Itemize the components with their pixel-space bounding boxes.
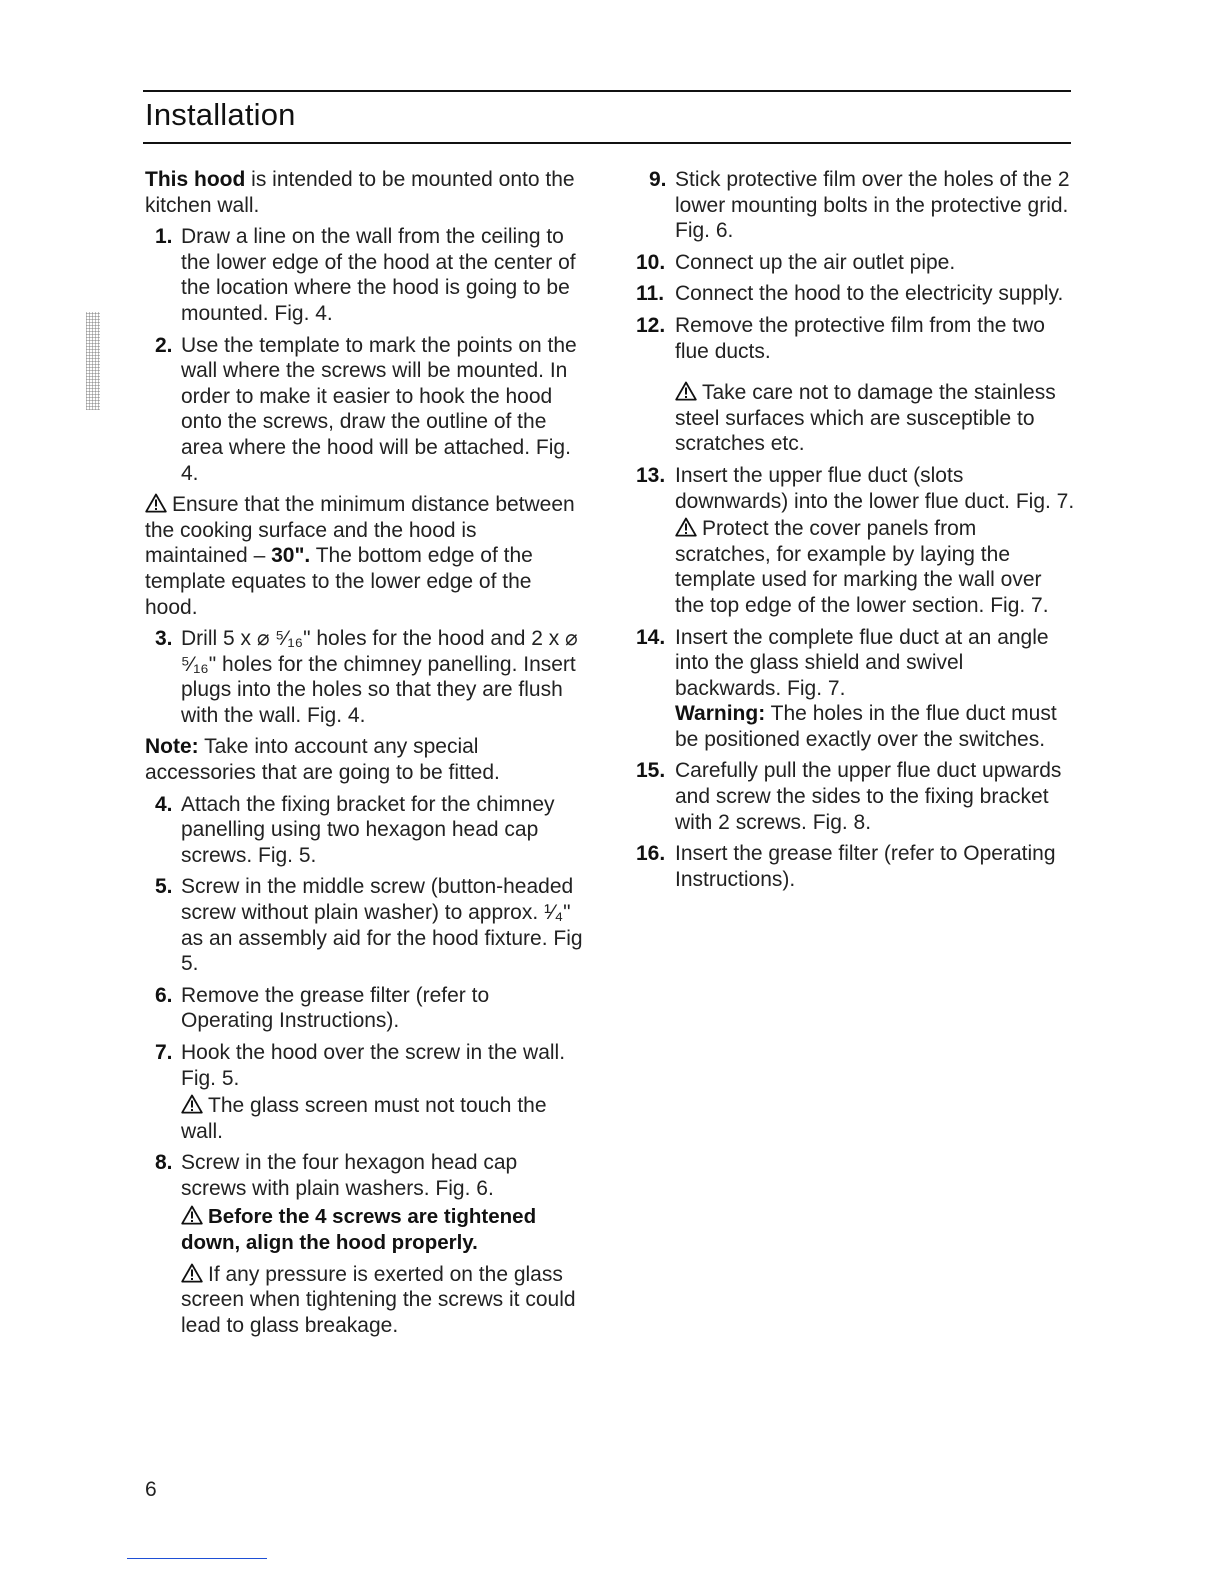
step-text: Insert the grease filter (refer to Operating Instructions). [675,842,1056,891]
step-number: 3. [155,627,173,651]
step-text: Screw in the middle screw (button-headed screw without plain washer) to approx. ¹⁄₄" as an assembly aid for the hood fixture. Fig 5. [181,875,583,976]
step-9 [645,167,1075,244]
warning-text: Take care not to damage the stainless steel surfaces which are susceptible to scratches etc. [675,381,1056,456]
step-6 [145,983,585,1034]
step-text: Attach the fixing bracket for the chimney panelling using two hexagon head cap screws. Fig. 5. [181,792,555,867]
warning-text-rest: The bottom edge of the template equates to the lower edge of the hood. [145,544,533,619]
step-number: 12. [636,313,666,337]
warning-triangle-icon [181,1205,203,1225]
warning-stainless-steel [675,380,1075,457]
page-number: 6 [145,1478,157,1501]
step-8 [145,1150,585,1338]
note-text: Take into account any special accessories that are going to be fitted. [145,735,500,785]
step-number: 2. [155,333,173,357]
warning-text: If any pressure is exerted on the glass screen when tightening the screws it could lead to glass breakage. [181,1262,576,1337]
warning-triangle-icon [675,517,697,537]
step-text: Remove the grease filter (refer to Operating Instructions). [181,983,490,1033]
step-11 [636,281,1075,307]
step-number: 10. [636,250,666,274]
warning-text: The glass screen must not touch the wall. [181,1094,547,1143]
warning-glass-wall [181,1093,585,1144]
step-7 [145,1040,585,1144]
step-number: 14. [636,625,666,649]
step-text: Insert the complete flue duct at an angle into the glass shield and swivel backwards. Fig. 7. [675,625,1049,700]
step-text: Use the template to mark the points on the wall where the screws will be mounted. In order to make it easier to hook the hood onto the screws, draw the outline of the area where the hood will be attached. Fig. 4. [181,333,577,485]
warning-align-hood [181,1204,585,1256]
step-number: 6. [155,983,173,1007]
warning-label: Warning: [675,702,766,726]
step-text: Screw in the four hexagon head cap screws with plain washers. Fig. 6. [181,1151,518,1200]
top-rule [143,90,1071,92]
step-number: 9. [649,168,667,191]
step-number: 1. [155,225,173,249]
step-number: 15. [636,759,666,783]
step-16 [636,841,1075,892]
step-number: 13. [636,463,666,487]
step-10 [636,250,1075,276]
step-15 [636,758,1075,835]
warning-triangle-icon [181,1094,203,1114]
footer-link-underline [127,1558,267,1559]
step-text: Drill 5 x ⌀ ⁵⁄₁₆" holes for the hood and 2 x ⌀ ⁵⁄₁₆" holes for the chimney panelling. Insert plugs into the holes so that they are flush with the wall. Fig. 4. [181,627,578,727]
intro-bold: This hood [145,168,246,191]
step-12 [636,313,1075,457]
step-number: 8. [155,1151,173,1175]
step-5 [145,874,585,976]
note-paragraph [145,734,585,785]
warning-text: Ensure that the minimum distance between the cooking surface and the hood is maintained – [145,493,575,568]
right-column [636,167,1075,898]
warning-glass-breakage [181,1262,585,1339]
warning-text: Protect the cover panels from scratches, for example by laying the template used for marking the wall over the top edge of the lower section. Fig. 7. [675,517,1049,617]
warning-triangle-icon [145,493,167,513]
step-14 [636,625,1075,753]
warning-distance [145,492,585,620]
step-text: Carefully pull the upper flue duct upwards and screw the sides to the fixing bracket with 2 screws. Fig. 8. [675,759,1062,834]
intro-text: is intended to be mounted onto the kitchen wall. [145,168,575,217]
step-3 [145,626,585,728]
step-text: Remove the protective film from the two flue ducts. [675,313,1045,363]
intro-paragraph [145,167,585,218]
warning-text: The holes in the flue duct must be positioned exactly over the switches. [675,702,1057,751]
step-text: Hook the hood over the screw in the wall. Fig. 5. [181,1041,566,1090]
step-text: Insert the upper flue duct (slots downwards) into the lower flue duct. Fig. 7. [675,463,1075,513]
step-text: Connect the hood to the electricity supply. [675,282,1064,306]
step-number: 4. [155,792,173,816]
step-number: 16. [636,842,666,866]
warning-cover-panels [675,516,1075,618]
note-label: Note: [145,735,199,759]
warning-bold: 30". [271,544,311,568]
step-number: 7. [155,1041,173,1064]
warning-flue-holes [675,701,1075,752]
title-underline [143,142,1071,144]
warning-text: Before the 4 screws are tightened down, align the hood properly. [181,1204,537,1254]
step-13 [636,463,1075,619]
step-4 [145,792,585,869]
warning-triangle-icon [181,1263,203,1283]
step-number: 5. [155,875,173,899]
side-tab-marker [86,312,100,410]
left-column [145,167,585,1344]
step-1 [145,224,585,326]
warning-triangle-icon [675,381,697,401]
step-2 [145,333,585,487]
step-text: Draw a line on the wall from the ceiling to the lower edge of the hood at the center of the location where the hood is going to be mounted. Fig. 4. [181,225,576,325]
page-title: Installation [145,97,296,132]
step-number: 11. [636,282,665,306]
step-text: Connect up the air outlet pipe. [675,250,956,274]
step-text: Stick protective film over the holes of the 2 lower mounting bolts in the protective grid. Fig. 6. [675,168,1070,243]
